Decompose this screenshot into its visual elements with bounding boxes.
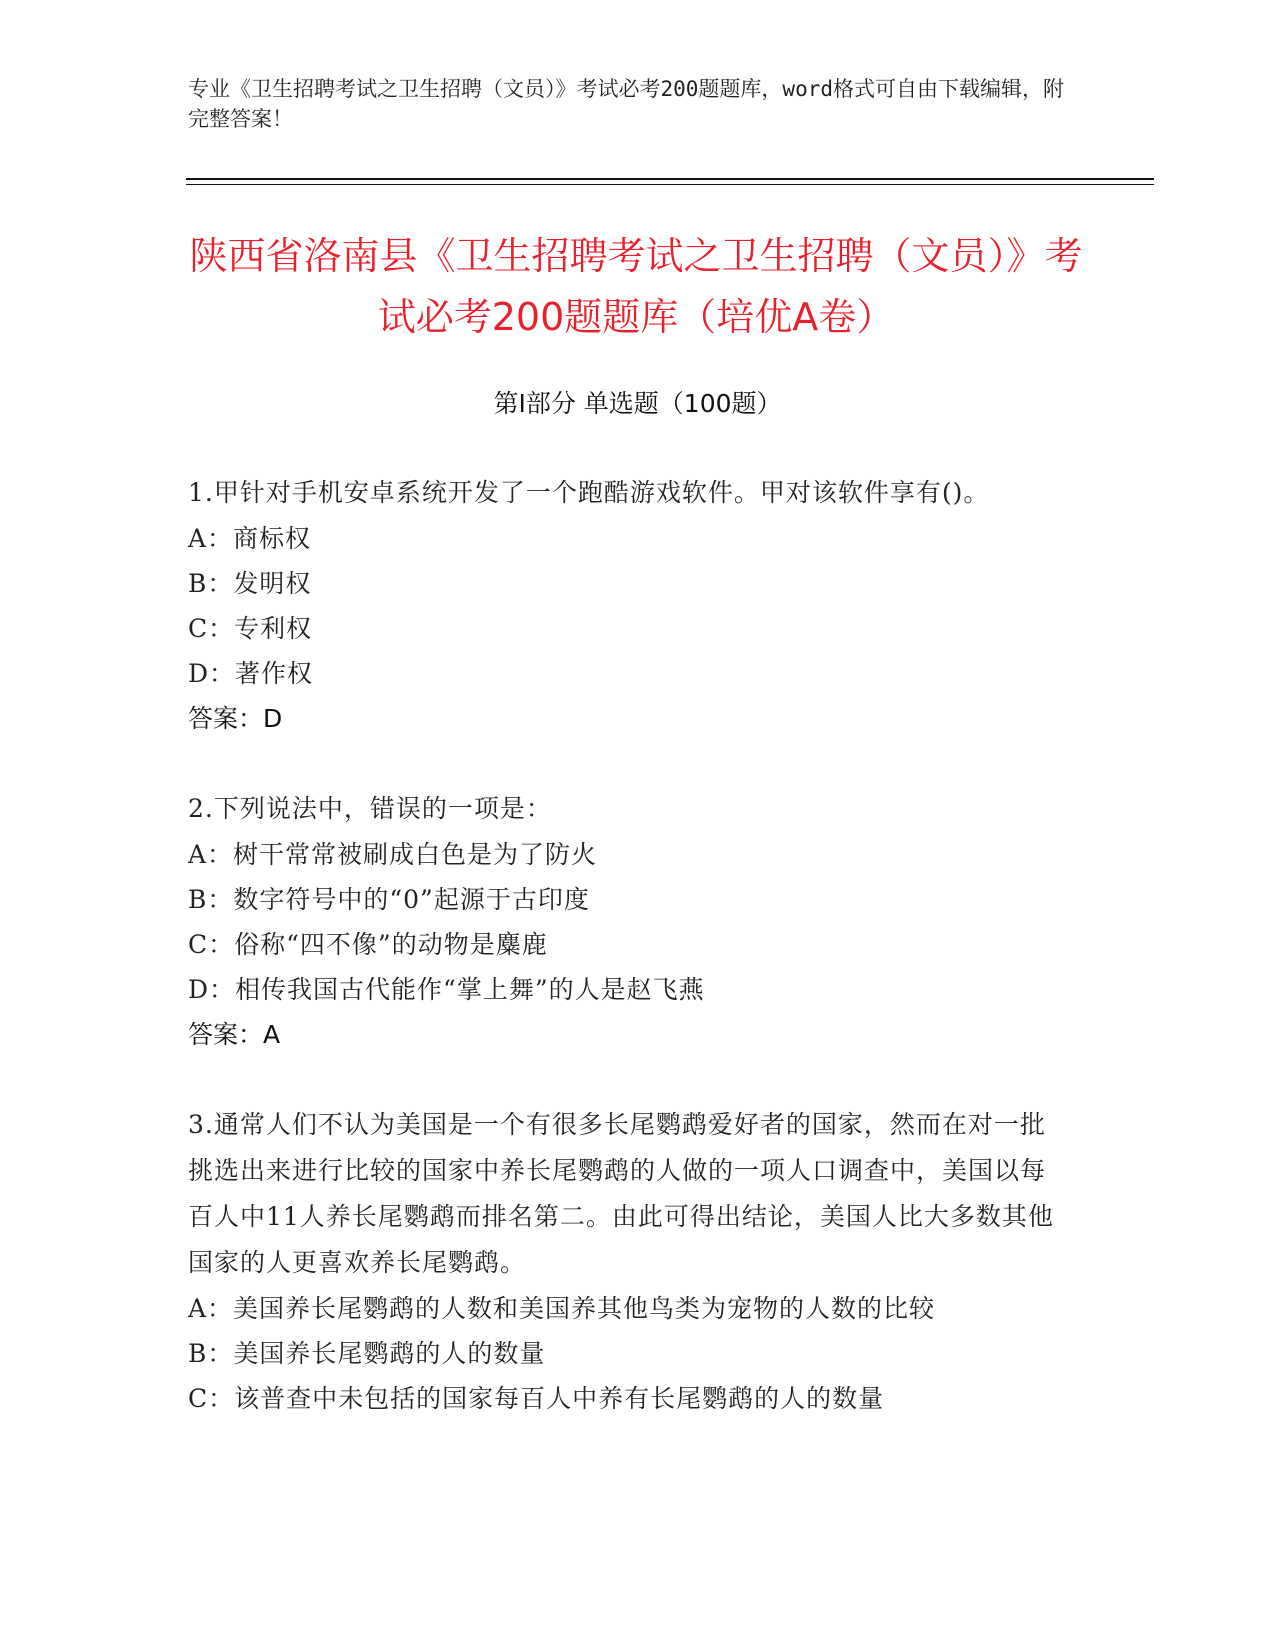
question-stem: 2.下列说法中，错误的一项是： [188,794,552,823]
answer-option: A：树干常常被刷成白色是为了防火 [188,840,598,869]
answer-option: B：发明权 [188,569,312,598]
answer-option: A：商标权 [188,524,312,553]
answer-key: 答案：D [188,704,283,733]
header-divider-thin [186,184,1154,185]
answer-option: B：数字符号中的“0”起源于古印度 [188,885,590,914]
header-divider-thick [186,178,1154,180]
answer-option: A：美国养长尾鹦鹉的人数和美国养其他鸟类为宠物的人数的比较 [188,1294,936,1323]
question-item [188,1102,1058,1421]
answer-option: C：该普查中未包括的国家每百人中养有长尾鹦鹉的人的数量 [188,1384,885,1413]
section-heading: 第I部分 单选题（100题） [493,389,782,418]
answer-option: B：美国养长尾鹦鹉的人的数量 [188,1339,546,1368]
answer-option: C：俗称“四不像”的动物是麋鹿 [188,930,548,959]
answer-option: C：专利权 [188,614,313,643]
answer-option: D：著作权 [188,659,314,688]
document-title: 陕西省洛南县《卫生招聘考试之卫生招聘（文员）》考试必考200题题库（培优A卷） [189,234,1083,339]
header-note: 专业《卫生招聘考试之卫生招聘（文员）》考试必考200题题库，word格式可自由下载编辑，附完整答案！ [188,77,1064,131]
question-item [188,470,1058,741]
answer-key: 答案：A [188,1020,281,1049]
question-stem: 3.通常人们不认为美国是一个有很多长尾鹦鹉爱好者的国家，然而在对一批挑选出来进行比较的国家中养长尾鹦鹉的人做的一项人口调查中，美国以每百人中11人养长尾鹦鹉而排名第二。由此可得出结论，美国人比大多数其他国家的人更喜欢养长尾鹦鹉。 [188,1110,1054,1277]
question-stem: 1.甲针对手机安卓系统开发了一个跑酷游戏软件。甲对该软件享有()。 [188,478,990,507]
question-list [188,470,1058,1421]
answer-option: D：相传我国古代能作“掌上舞”的人是赵飞燕 [188,975,705,1004]
question-item [188,786,1058,1057]
